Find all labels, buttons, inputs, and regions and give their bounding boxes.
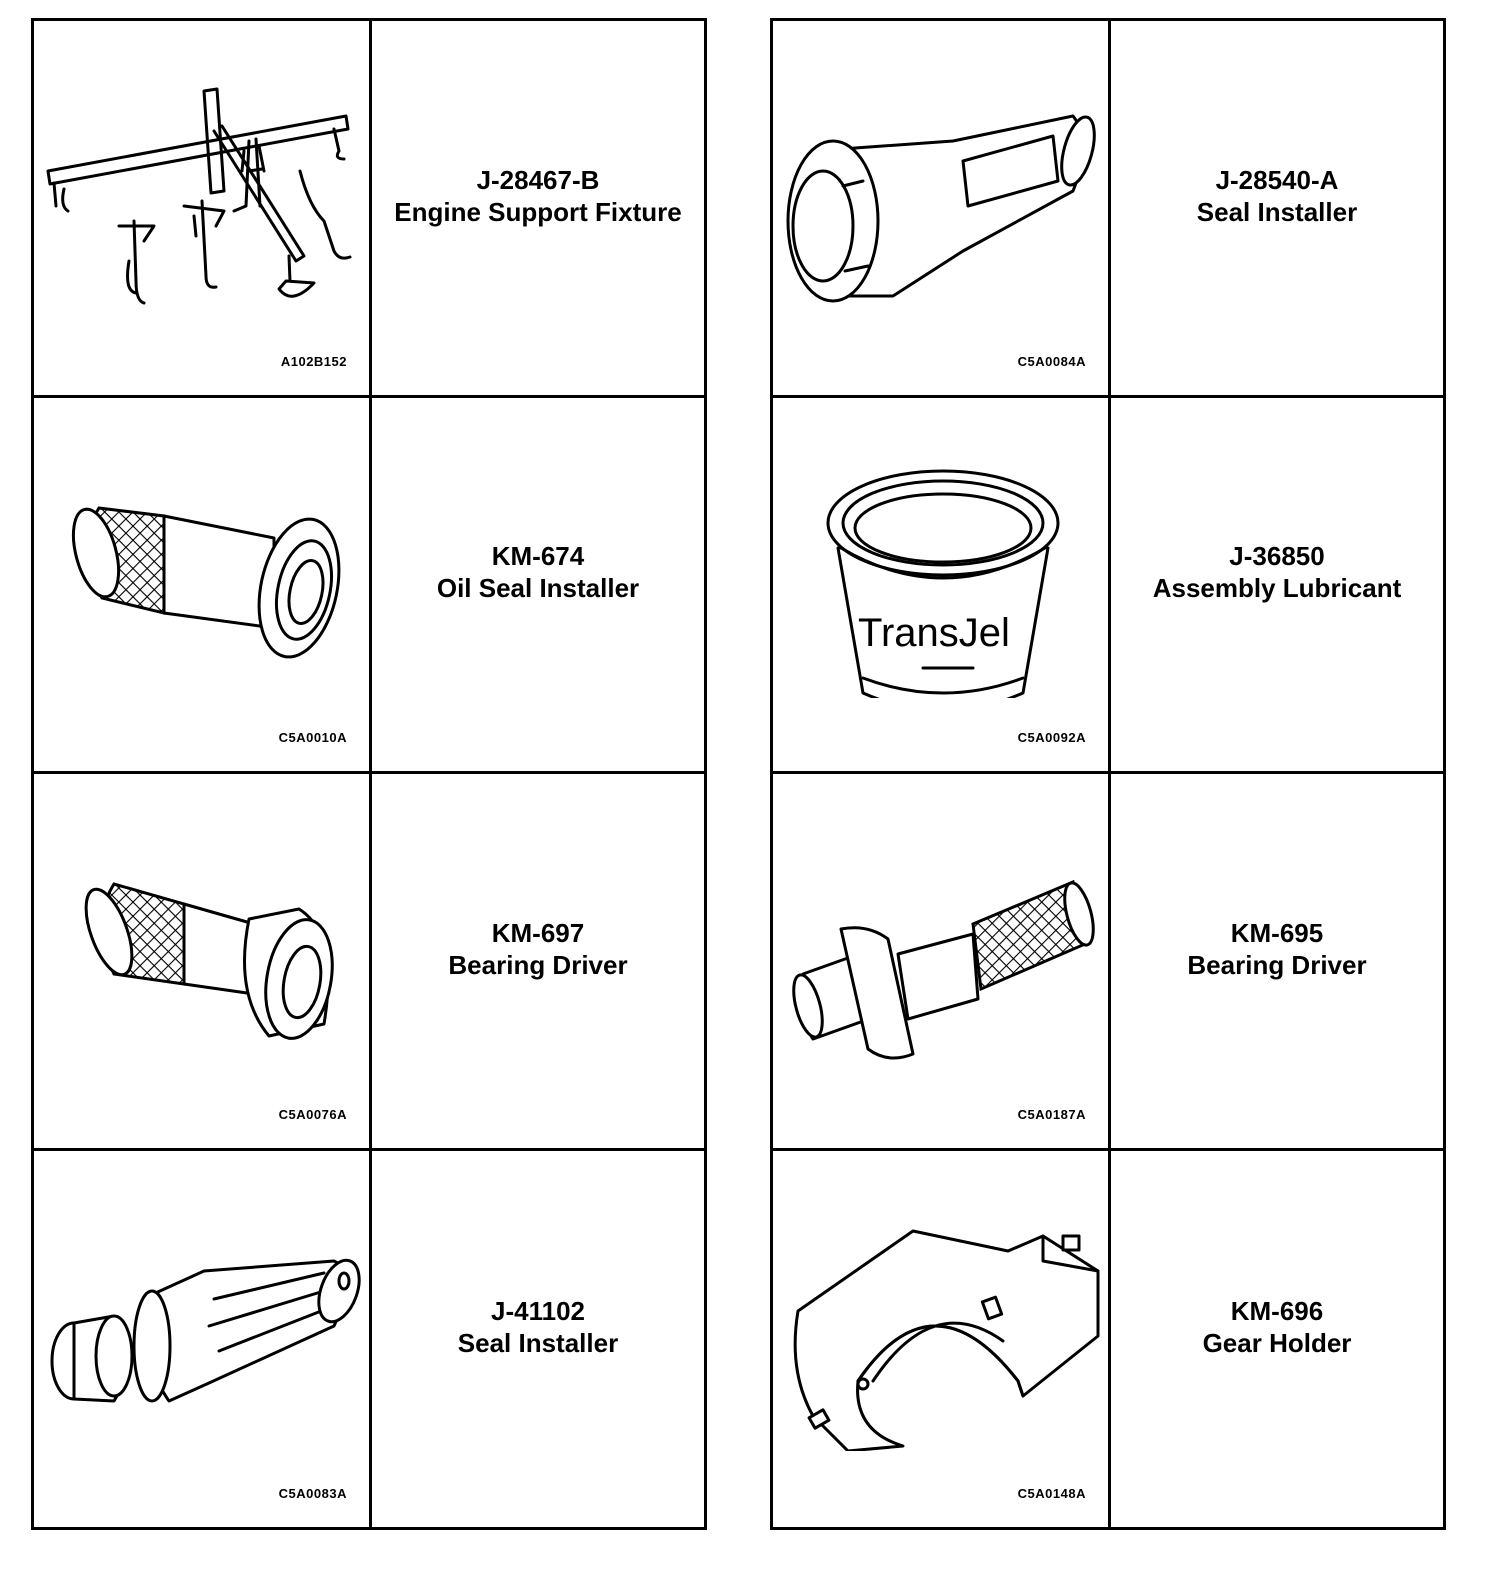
tool-label-cell: [1111, 21, 1443, 398]
tool-name: Assembly Lubricant: [1152, 573, 1402, 604]
tool-illustration-cell: [34, 398, 372, 775]
figure-code: C5A0010A: [278, 730, 347, 745]
tool-illustration-cell: [34, 21, 372, 398]
tool-illustration-cell: [773, 21, 1111, 398]
tool-name: Oil Seal Installer: [436, 573, 640, 604]
tool-label-cell: [1111, 398, 1443, 775]
figure-code: C5A0092A: [1017, 730, 1086, 745]
part-number: KM-696: [1230, 1295, 1324, 1326]
seal-installer-icon: [773, 21, 1108, 321]
tool-name: Bearing Driver: [448, 949, 628, 980]
gear-holder-icon: [773, 1151, 1108, 1451]
figure-code: C5A0187A: [1017, 1106, 1086, 1122]
tool-name: Bearing Driver: [1187, 949, 1367, 980]
tool-name: Seal Installer: [1196, 196, 1358, 227]
tool-label-cell: [1111, 1151, 1443, 1528]
tools-table-left: [31, 18, 707, 1530]
figure-code: C5A0076A: [278, 1106, 347, 1122]
tool-illustration-cell: [34, 774, 372, 1151]
lubricant-tub-icon: [773, 398, 1108, 698]
bearing-driver-icon: [773, 774, 1108, 1074]
tool-illustration-cell: [773, 1151, 1111, 1528]
part-number: J-28540-A: [1215, 164, 1339, 195]
seal-installer-icon: [34, 1151, 369, 1451]
tool-name: Engine Support Fixture: [394, 196, 682, 227]
tool-illustration-cell: [773, 398, 1111, 775]
tool-label-cell: [372, 21, 704, 398]
bearing-driver-icon: [34, 774, 369, 1074]
figure-code: C5A0148A: [1017, 1486, 1086, 1501]
tub-label-text: TransJel: [858, 610, 1010, 655]
part-number: KM-695: [1230, 917, 1324, 948]
figure-code: C5A0083A: [278, 1486, 347, 1501]
tool-label-cell: [372, 1151, 704, 1528]
tool-illustration-cell: [34, 1151, 372, 1528]
figure-code: A102B152: [280, 353, 347, 369]
part-number: J-36850: [1229, 541, 1325, 572]
part-number: KM-697: [491, 917, 585, 948]
tool-name: Gear Holder: [1202, 1327, 1352, 1358]
tool-label-cell: [372, 398, 704, 775]
tools-table-right: [770, 18, 1446, 1530]
tool-label-cell: [372, 774, 704, 1151]
engine-support-fixture-icon: [34, 21, 369, 321]
part-number: J-28467-B: [476, 164, 600, 195]
part-number: KM-674: [491, 541, 585, 572]
tool-illustration-cell: [773, 774, 1111, 1151]
part-number: J-41102: [491, 1295, 585, 1326]
figure-code: C5A0084A: [1017, 353, 1086, 369]
oil-seal-installer-icon: [34, 398, 369, 698]
tool-label-cell: [1111, 774, 1443, 1151]
tool-name: Seal Installer: [457, 1327, 619, 1358]
